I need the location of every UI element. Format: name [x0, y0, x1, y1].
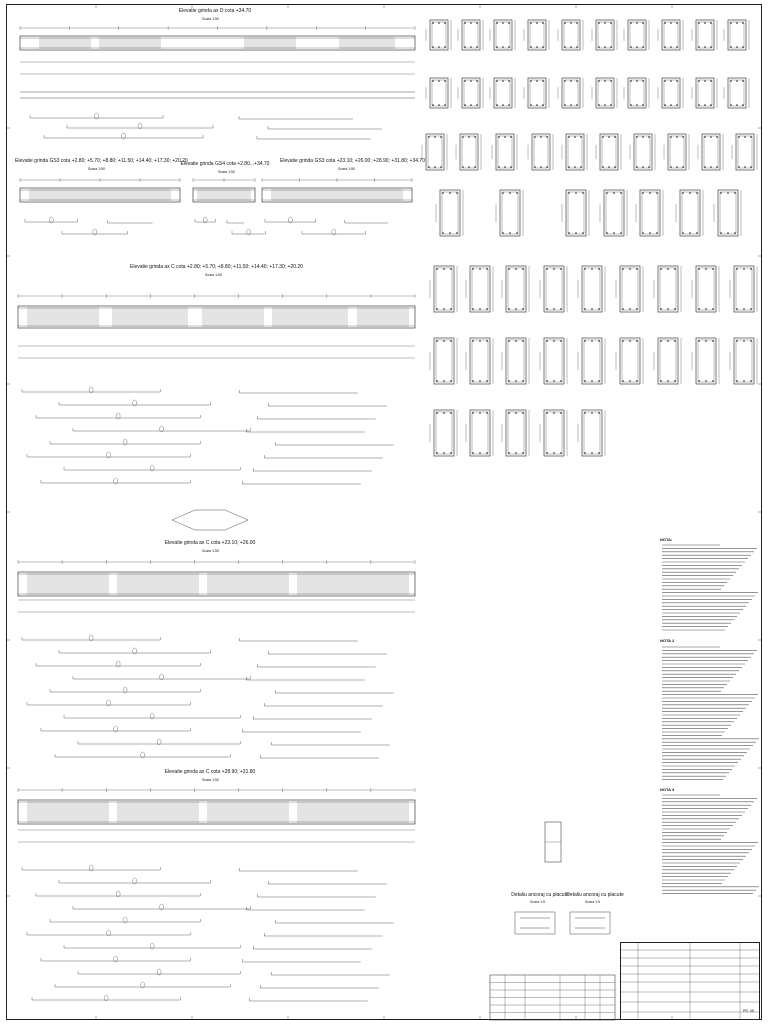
- detail-title: Detaliu ancoraj cu placute: [566, 892, 624, 898]
- elevation-title: Elevatie grinda ax C cota +23.10; +26.00: [164, 540, 256, 546]
- elevation-title: Elevatie grinda ax C cota +28.90; +31.80: [164, 769, 256, 775]
- detail-scale: Scara 1:5: [530, 900, 545, 904]
- elevation-scale: Scara 1:50: [218, 170, 235, 174]
- notes-heading: NOTA 3: [660, 787, 675, 793]
- elevation-title: Elevatie grinda ax D cota +34.70: [178, 8, 252, 14]
- notes-block: [660, 536, 764, 897]
- elevation-scale: Scara 1:50: [338, 167, 355, 171]
- elevation-title: Elevatie grinda GS4 cota +2.80...+34.70: [180, 161, 270, 167]
- elevation-scale: Scara 1:50: [202, 778, 219, 782]
- notes-lines: [660, 645, 764, 782]
- detail-scale: Scara 1:5: [585, 900, 600, 904]
- elevation-title: Elevatie grinda ax C cota +2.80; +5.70; +8.80; +11.50; +14.40; +17.30; +20.20: [130, 264, 303, 270]
- detail-title: Detaliu ancoraj cu placute: [511, 892, 569, 898]
- notes-heading: NOTA:: [660, 537, 673, 542]
- elevation-scale: Scara 1:50: [202, 17, 219, 21]
- notes-lines: [660, 793, 764, 896]
- notes-lines: [660, 543, 764, 633]
- elevation-scale: Scara 1:50: [202, 549, 219, 553]
- notes-heading: NOTA 2: [660, 638, 675, 644]
- elevation-scale: Scara 1:50: [88, 167, 105, 171]
- title-block: [620, 942, 760, 1020]
- elevation-title: Elevatie grinda GS3 cota +23.10; +26.00; +28.90; +31.80; +34.70: [280, 158, 425, 164]
- sheet-number: PR. 38: [743, 1009, 754, 1013]
- elevation-scale: Scara 1:50: [205, 273, 222, 277]
- elevation-title: Elevatie grinda GS3 cota +2.80; +5.70; +8.80; +11.50; +14.40; +17.30; +20.20: [15, 158, 188, 164]
